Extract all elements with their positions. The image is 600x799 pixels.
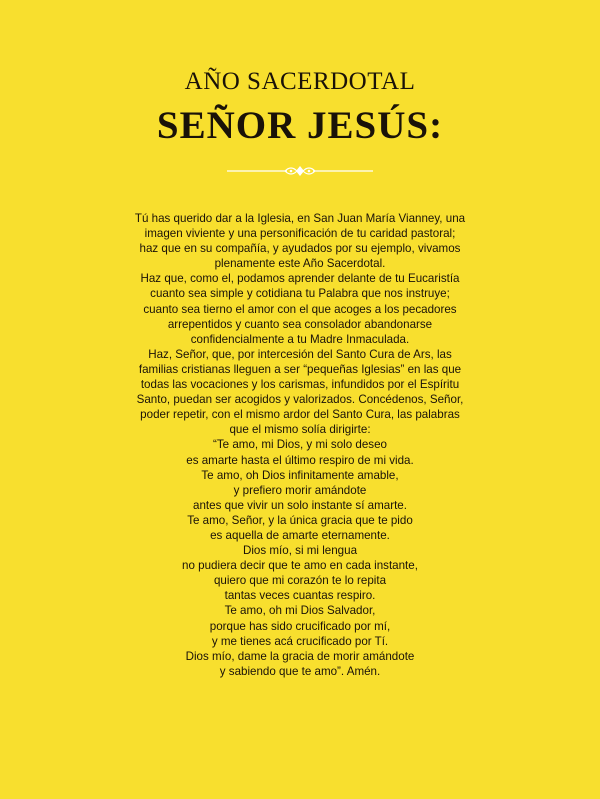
prayer-line: imagen viviente y una personificación de tu caridad pastoral;	[144, 227, 456, 241]
prayer-line: Haz, Señor, que, por intercesión del Santo Cura de Ars, las	[148, 347, 452, 361]
prayer-line: cuanto sea simple y cotidiana tu Palabra que nos instruye;	[150, 287, 450, 301]
prayer-line: y me tienes acá crucificado por Tí.	[211, 634, 389, 648]
prayer-line: es aquella de amarte eternamente.	[210, 528, 390, 542]
prayer-line: arrepentidos y cuanto sea consolador abandonarse	[167, 317, 433, 331]
prayer-line: Dios mío, dame la gracia de morir amándote	[185, 649, 415, 663]
prayer-line: Dios mío, si mi lengua	[242, 544, 358, 558]
prayer-line: plenamente este Año Sacerdotal.	[214, 257, 386, 271]
prayer-line: Te amo, Señor, y la única gracia que te pido	[187, 513, 413, 527]
page-title: SEÑOR JESÚS:	[156, 104, 444, 147]
prayer-text	[125, 211, 475, 679]
prayer-line: antes que vivir un solo instante sí amarte.	[193, 498, 407, 512]
prayer-line: Haz que, como el, podamos aprender delante de tu Eucaristía	[140, 272, 460, 286]
prayer-line: cuanto sea tierno el amor con el que acoges a los pecadores	[143, 302, 457, 316]
prayer-line: es amarte hasta el último respiro de mi vida.	[186, 453, 414, 467]
prayer-line: tantas veces cuantas respiro.	[224, 589, 376, 603]
prayer-line: todas las vocaciones y los carismas, infundidos por el Espíritu	[140, 378, 460, 392]
prayer-line: Tú has querido dar a la Iglesia, en San Juan María Vianney, una	[134, 212, 466, 225]
prayer-line: poder repetir, con el mismo ardor del Santo Cura, las palabras	[140, 408, 460, 422]
prayer-line: confidencialmente a tu Madre Inmaculada.	[190, 332, 410, 346]
prayer-line: no pudiera decir que te amo en cada instante,	[182, 559, 418, 573]
prayer-line: porque has sido crucificado por mí,	[209, 619, 391, 633]
prayer-line: Te amo, oh mi Dios Salvador,	[224, 604, 376, 618]
prayer-line: haz que en su compañía, y ayudados por su ejemplo, vivamos	[139, 242, 461, 256]
prayer-line: Te amo, oh Dios infinitamente amable,	[201, 468, 399, 482]
prayer-line: Santo, puedan ser acogidos y valorizados. Concédenos, Señor,	[136, 393, 464, 407]
prayer-line: y sabiendo que te amo”. Amén.	[219, 664, 381, 678]
page-subtitle: AÑO SACERDOTAL	[184, 68, 416, 95]
prayer-line: que el mismo solía dirigirte:	[229, 423, 371, 437]
prayer-line: quiero que mi corazón te lo repita	[213, 574, 387, 588]
prayer-line: y prefiero morir amándote	[233, 483, 367, 497]
decorative-flourish-icon	[225, 164, 375, 178]
prayer-line: familias cristianas lleguen a ser “pequeñas Iglesias” en las que	[138, 362, 462, 376]
prayer-line: “Te amo, mi Dios, y mi solo deseo	[213, 438, 387, 452]
